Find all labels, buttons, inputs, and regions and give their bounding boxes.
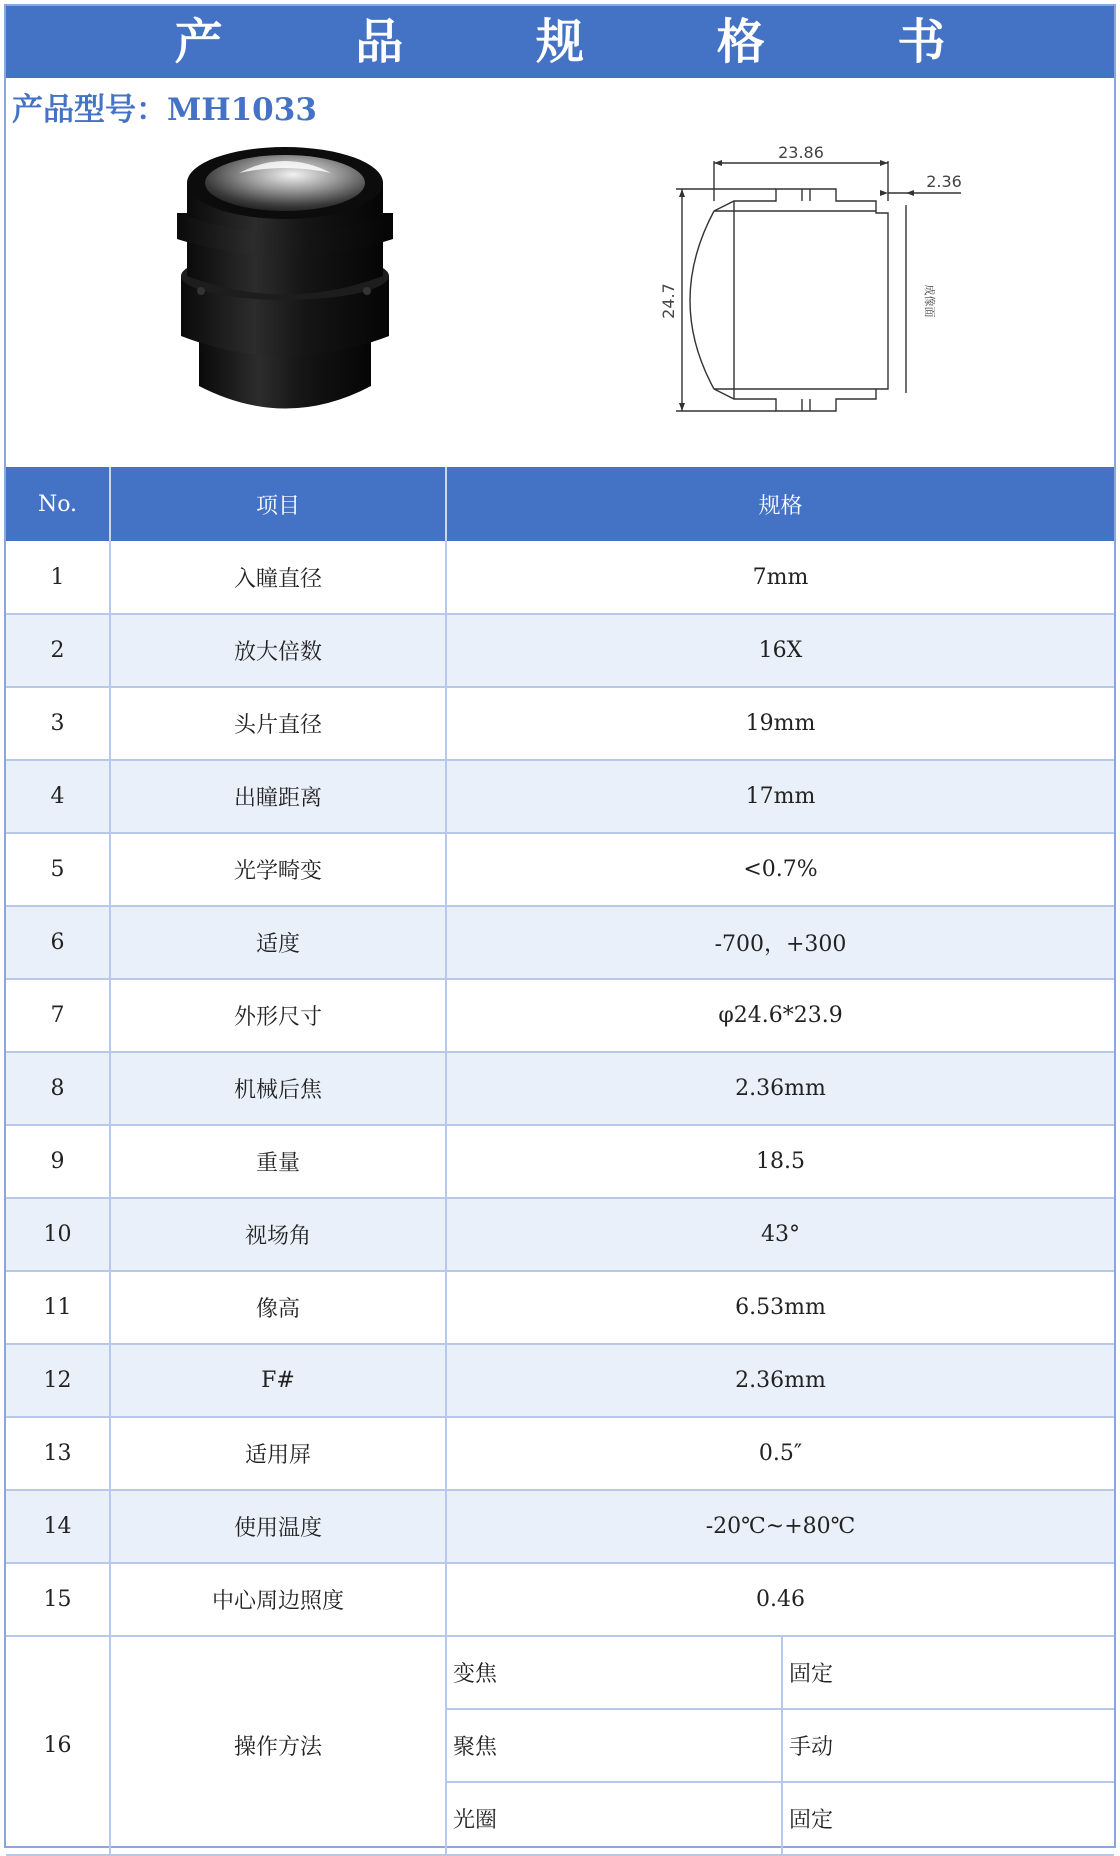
row-no: 6 [6, 906, 110, 979]
row-item: 中心周边照度 [110, 1563, 446, 1636]
row-no: 12 [6, 1344, 110, 1417]
model-number [12, 84, 317, 129]
row-spec: 18.5 [446, 1125, 1114, 1198]
table-row [6, 1490, 1114, 1563]
sub-item-name: 光圈 [446, 1782, 782, 1855]
row-spec: 43° [446, 1198, 1114, 1271]
row-spec: <0.7% [446, 833, 1114, 906]
row-spec: -700，+300 [446, 906, 1114, 979]
table-row [6, 687, 1114, 760]
table-row [6, 1125, 1114, 1198]
row-no: 14 [6, 1490, 110, 1563]
row-no: 8 [6, 1052, 110, 1125]
row-no: 5 [6, 833, 110, 906]
row-spec: 6.53mm [446, 1271, 1114, 1344]
row-item: F# [110, 1344, 446, 1417]
row-no: 4 [6, 760, 110, 833]
row-item: 重量 [110, 1125, 446, 1198]
row-no: 11 [6, 1271, 110, 1344]
row-spec: 17mm [446, 760, 1114, 833]
row-item: 像高 [110, 1271, 446, 1344]
row-spec: 0.46 [446, 1563, 1114, 1636]
row-item: 头片直径 [110, 687, 446, 760]
row-item: 适用屏 [110, 1417, 446, 1490]
row-spec: 2.36mm [446, 1344, 1114, 1417]
image-plane-label: 成像面 [923, 284, 936, 318]
page-title: 产 品 规 格 书 [6, 6, 1114, 78]
table-row [6, 1344, 1114, 1417]
row-item: 出瞳距离 [110, 760, 446, 833]
row-no: 9 [6, 1125, 110, 1198]
lens-photo [171, 141, 401, 431]
table-row [6, 979, 1114, 1052]
model-value: MH1033 [167, 92, 317, 128]
sub-item-name: 变焦 [446, 1636, 782, 1709]
table-row [6, 1271, 1114, 1344]
row-item: 光学畸变 [110, 833, 446, 906]
row-item: 入瞳直径 [110, 541, 446, 614]
row-item: 视场角 [110, 1198, 446, 1271]
row-no: 1 [6, 541, 110, 614]
row-spec: 7mm [446, 541, 1114, 614]
row-spec: -20℃~+80℃ [446, 1490, 1114, 1563]
row-spec: 16X [446, 614, 1114, 687]
dim-height: 24.7 [659, 283, 678, 319]
col-header-item: 项目 [110, 467, 446, 541]
row-no: 3 [6, 687, 110, 760]
row-no: 16 [6, 1636, 110, 1855]
table-row [6, 906, 1114, 979]
dim-width: 23.86 [778, 143, 824, 162]
row-no: 10 [6, 1198, 110, 1271]
table-row [6, 541, 1114, 614]
sub-item-value: 手动 [782, 1709, 1114, 1782]
row-spec: 2.36mm [446, 1052, 1114, 1125]
spec-sheet [4, 4, 1116, 1848]
spec-table [6, 467, 1114, 1856]
table-row [6, 833, 1114, 906]
row-item: 机械后焦 [110, 1052, 446, 1125]
row-no: 7 [6, 979, 110, 1052]
dim-back-focus: 2.36 [926, 172, 962, 191]
table-row [6, 1417, 1114, 1490]
sub-item-value: 固定 [782, 1636, 1114, 1709]
row-spec: φ24.6*23.9 [446, 979, 1114, 1052]
row-item: 适度 [110, 906, 446, 979]
row-item: 使用温度 [110, 1490, 446, 1563]
sub-item-value: 固定 [782, 1782, 1114, 1855]
sub-item-name: 聚焦 [446, 1709, 782, 1782]
table-row [6, 614, 1114, 687]
table-row [6, 1052, 1114, 1125]
model-label: 产品型号： [12, 92, 167, 128]
row-no: 2 [6, 614, 110, 687]
row-item: 放大倍数 [110, 614, 446, 687]
table-row [6, 1563, 1114, 1636]
row-item: 外形尺寸 [110, 979, 446, 1052]
table-row [6, 760, 1114, 833]
table-row-operation [6, 1636, 1114, 1709]
row-spec: 0.5″ [446, 1417, 1114, 1490]
table-row [6, 1198, 1114, 1271]
row-no: 13 [6, 1417, 110, 1490]
table-header [6, 467, 1114, 541]
dimension-drawing [626, 141, 1006, 441]
row-no: 15 [6, 1563, 110, 1636]
col-header-no: No. [6, 467, 110, 541]
col-header-spec: 规格 [446, 467, 1114, 541]
row-item: 操作方法 [110, 1636, 446, 1855]
row-spec: 19mm [446, 687, 1114, 760]
